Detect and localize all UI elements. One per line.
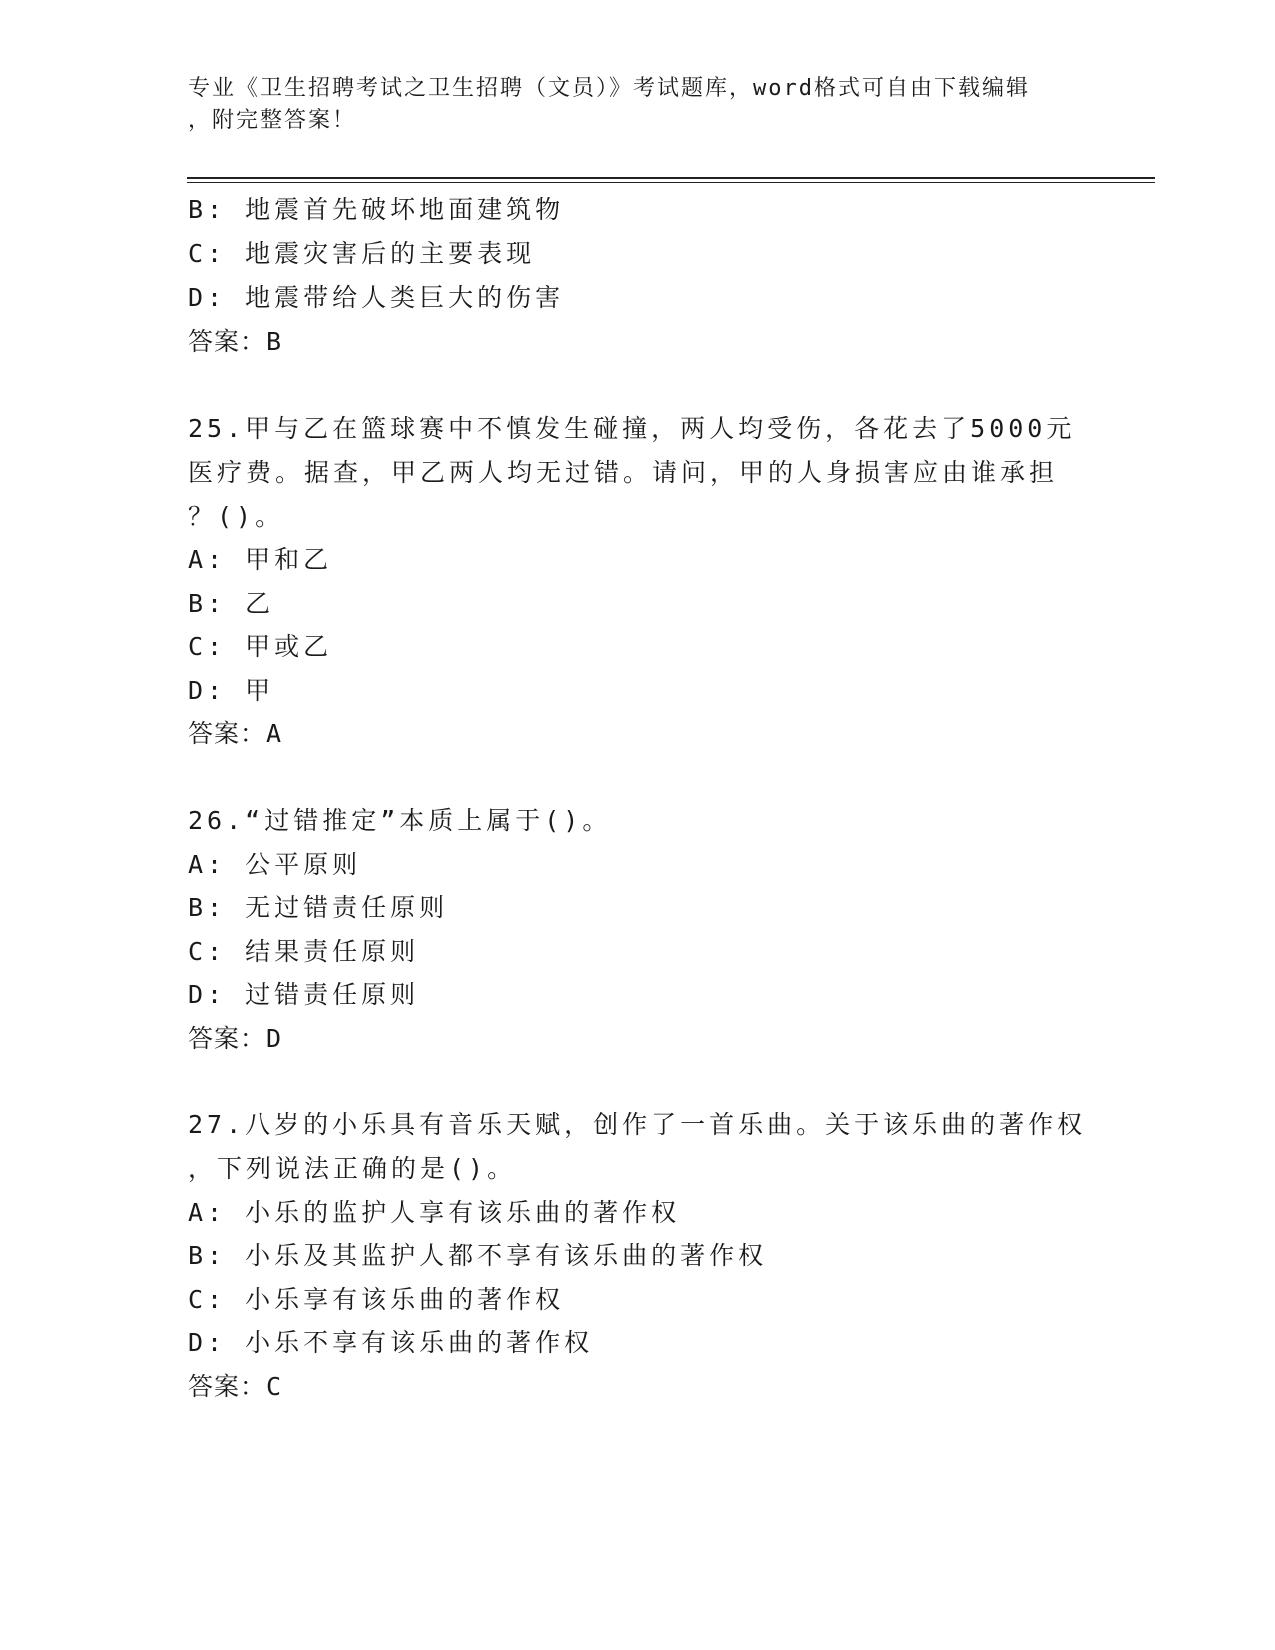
q25-option-d: D: 甲 xyxy=(188,676,275,705)
q26-answer: 答案：D xyxy=(188,1024,283,1053)
q25-option-a: A: 甲和乙 xyxy=(188,545,333,574)
q27-stem-line1: 27.八岁的小乐具有音乐天赋，创作了一首乐曲。关于该乐曲的著作权 xyxy=(188,1110,1087,1139)
q27-option-d: D: 小乐不享有该乐曲的著作权 xyxy=(188,1328,594,1357)
q27-stem-line2: ，下列说法正确的是()。 xyxy=(188,1154,517,1183)
q25-stem-line3: ？()。 xyxy=(188,502,285,531)
q26-option-c: C: 结果责任原则 xyxy=(188,937,420,966)
q25-answer: 答案：A xyxy=(188,719,283,748)
q24-option-c: C: 地震灾害后的主要表现 xyxy=(188,239,536,268)
q26-option-b: B: 无过错责任原则 xyxy=(188,893,449,922)
q27-option-a: A: 小乐的监护人享有该乐曲的著作权 xyxy=(188,1198,681,1227)
q26-option-d: D: 过错责任原则 xyxy=(188,980,420,1009)
q24-option-b: B: 地震首先破坏地面建筑物 xyxy=(188,195,565,224)
header-title-line2: ，附完整答案！ xyxy=(188,108,357,133)
header-divider-thin xyxy=(187,182,1155,183)
q26-stem-line1: 26.“过错推定”本质上属于()。 xyxy=(188,806,612,835)
header-title-line1: 专业《卫生招聘考试之卫生招聘（文员）》考试题库，word格式可自由下载编辑 xyxy=(188,76,1030,101)
q24-answer: 答案：B xyxy=(188,327,283,356)
q26-option-a: A: 公平原则 xyxy=(188,850,362,879)
document-header xyxy=(188,73,1068,137)
q25-option-b: B: 乙 xyxy=(188,589,275,618)
q27-option-c: C: 小乐享有该乐曲的著作权 xyxy=(188,1285,565,1314)
q24-option-d: D: 地震带给人类巨大的伤害 xyxy=(188,283,565,312)
q27-answer: 答案：C xyxy=(188,1372,283,1401)
q25-stem-line1: 25.甲与乙在篮球赛中不慎发生碰撞，两人均受伤，各花去了5000元 xyxy=(188,414,1076,443)
q25-option-c: C: 甲或乙 xyxy=(188,632,333,661)
q25-stem-line2: 医疗费。据查，甲乙两人均无过错。请问，甲的人身损害应由谁承担 xyxy=(188,458,1059,487)
header-divider-thick xyxy=(187,177,1155,179)
q27-option-b: B: 小乐及其监护人都不享有该乐曲的著作权 xyxy=(188,1241,768,1270)
